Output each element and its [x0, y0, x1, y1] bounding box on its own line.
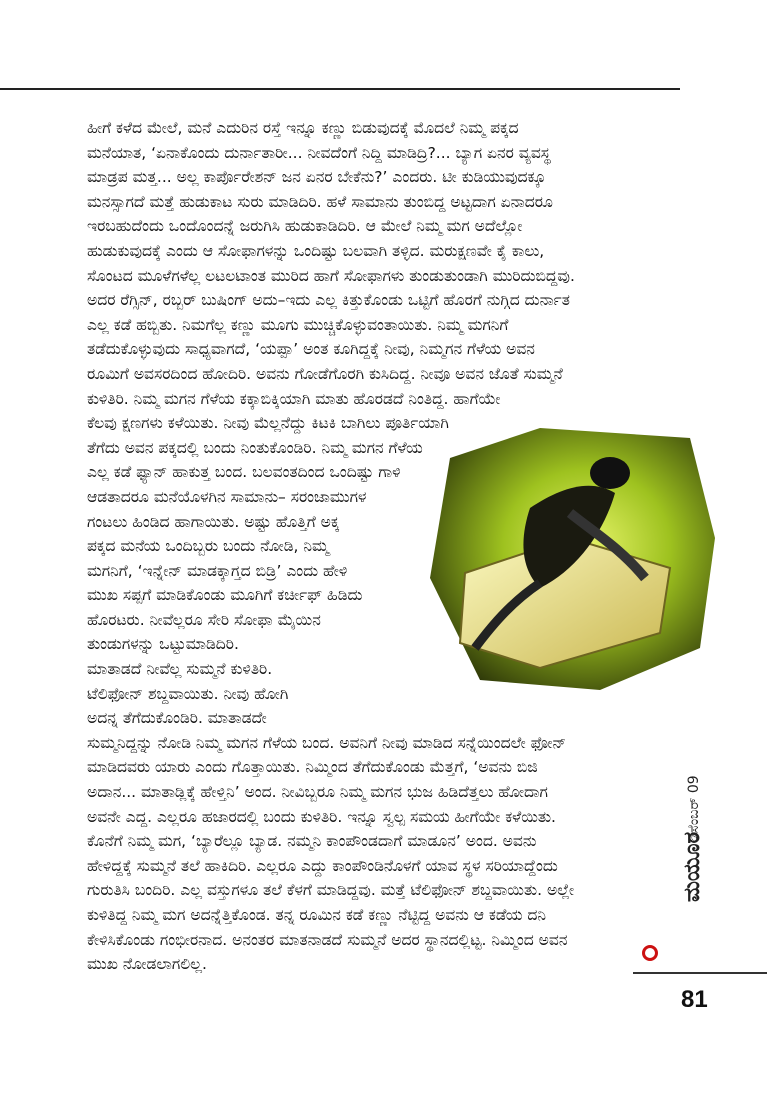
- text-line: ಎಲ್ಲ ಕಡೆ ಹಬ್ಬಿತು. ನಿಮಗೆಲ್ಲ ಕಣ್ಣು ಮೂಗು ಮುಚ್ಚಿಕೊಳ್ಳುವಂತಾಯಿತು. ನಿಮ್ಮ ಮಗನಿಗೆ: [87, 315, 509, 334]
- bullet-circle-icon: [642, 945, 658, 961]
- text-line: ತೆಗೆದು ಅವನ ಪಕ್ಕದಲ್ಲಿ ಬಂದು ನಿಂತುಕೊಂಡಿರಿ. ನಿಮ್ಮ ಮಗನ ಗೆಳೆಯ: [87, 438, 423, 457]
- text-line: ಅದಾನ... ಮಾತಾಡ್ಲಿಕ್ಕೆ ಹೇಳ್ತಿನಿ’ ಅಂದ. ನೀವಿಬ್ಬರೂ ನಿಮ್ಮ ಮಗನ ಭುಜ ಹಿಡಿದೆತ್ತಲು ಹೋದಾಗ: [87, 783, 548, 802]
- text-line: ಮುಖ ನೋಡಲಾಗಲಿಲ್ಲ.: [87, 955, 207, 974]
- text-line: ಕೇಳಿಸಿಕೊಂಡು ಗಂಭೀರನಾದ. ಅನಂತರ ಮಾತನಾಡದೆ ಸುಮ್ಮನೆ ಅದರ ಸ್ಥಾನದಲ್ಲಿಟ್ಟ. ನಿಮ್ಮಿಂದ ಅವನ: [87, 930, 568, 949]
- text-line: ಕೊನೆಗೆ ನಿಮ್ಮ ಮಗ, ‘ಬ್ಯಾರೆಲ್ಲೂ ಬ್ಯಾಡ. ನಮ್ಮನಿ ಕಾಂಪೌಂಡದಾಗೆ ಮಾಡೂನ’ ಅಂದ. ಅವನು: [87, 832, 537, 851]
- text-line: ಕುಳಿತಿದ್ದ ನಿಮ್ಮ ಮಗ ಅದನ್ನೆತ್ತಿಕೊಂಡ. ತನ್ನ ರೂಮಿನ ಕಡೆ ಕಣ್ಣು ನೆಟ್ಟಿದ್ದ ಅವನು ಆ ಕಡೆಯ ದನಿ: [87, 906, 546, 924]
- text-line: ಹೊರಟರು. ನೀವೆಲ್ಲರೂ ಸೇರಿ ಸೋಫಾ ಮೈಯಿನ: [87, 610, 321, 629]
- text-line: ಹೇಳಿದ್ದಕ್ಕೆ ಸುಮ್ಮನೆ ತಲೆ ಹಾಕಿದಿರಿ. ಎಲ್ಲರೂ ಎದ್ದು ಕಾಂಪೌಂಡಿನೊಳಗೆ ಯಾವ ಸ್ಥಳ ಸರಿಯಾದ್ದೆಂದು: [87, 856, 558, 875]
- text-line: ಸುಮ್ಮನಿದ್ದನ್ನು ನೋಡಿ ನಿಮ್ಮ ಮಗನ ಗೆಳೆಯ ಬಂದ. ಅವನಿಗೆ ನೀವು ಮಾಡಿದ ಸನ್ನೆಯಿಂದಲೇ ಫೋನ್: [87, 733, 567, 752]
- footer-rule: [633, 972, 767, 974]
- text-line: ಅವನೇ ಎದ್ದ. ಎಲ್ಲರೂ ಹಜಾರದಲ್ಲಿ ಬಂದು ಕುಳಿತಿರಿ. ಇನ್ನೂ ಸ್ವಲ್ಪ ಸಮಯ ಹೀಗೆಯೇ ಕಳೆಯಿತು.: [87, 807, 556, 826]
- text-line: ಮಾತಾಡದೆ ನೀವೆಲ್ಲ ಸುಮ್ಮನೆ ಕುಳಿತಿರಿ.: [87, 660, 273, 679]
- text-line: ತುಂಡುಗಳನ್ನು ಒಟ್ಟುಮಾಡಿದಿರಿ.: [87, 635, 239, 654]
- magazine-title: ಮಯೂರ: [680, 831, 705, 902]
- text-line: ಕೆಲವು ಕ್ಷಣಗಳು ಕಳೆಯಿತು. ನೀವು ಮೆಲ್ಲನೆದ್ದು ಕಿಟಕಿ ಬಾಗಿಲು ಪೂರ್ತಿಯಾಗಿ: [87, 414, 449, 433]
- text-line: ಮನೆಯಾತ, ‘ಏನಾಕೊಂದು ದುರ್ನಾತಾರೀ... ನೀವದೆಂಗೆ ನಿದ್ದಿ ಮಾಡಿದ್ರಿ?... ಬ್ಯಾಗ ಏನರ ವ್ಯವಸ್ಥ: [87, 143, 551, 162]
- text-line: ಟೆಲಿಫೋನ್ ಶಬ್ದವಾಯಿತು. ನೀವು ಹೋಗಿ: [87, 684, 289, 703]
- page-number: 81: [681, 986, 708, 1013]
- top-rule: [0, 88, 680, 90]
- text-line: ಅದರ ರೆಗ್ಸಿನ್, ರಬ್ಬರ್ ಬುಷಿಂಗ್ ಅದು–ಇದು ಎಲ್ಲ ಕಿತ್ತುಕೊಂಡು ಒಟ್ಟಿಗೆ ಹೊರಗೆ ನುಗ್ಗಿದ ದುರ್ನಾತ: [87, 291, 570, 310]
- text-line: ಕುಳಿತಿರಿ. ನಿಮ್ಮ ಮಗನ ಗೆಳೆಯ ಕಕ್ಕಾಬಿಕ್ಕಿಯಾಗಿ ಮಾತು ಹೊರಡದೆ ನಿಂತಿದ್ದ. ಹಾಗೆಯೇ: [87, 389, 501, 408]
- text-line: ಹೀಗೆ ಕಳೆದ ಮೇಲೆ, ಮನೆ ಎದುರಿನ ರಸ್ತೆ ಇನ್ನೂ ಕಣ್ಣು ಬಿಡುವುದಕ್ಕೆ ಮೊದಲೆ ನಿಮ್ಮ ಪಕ್ಕದ: [87, 119, 519, 137]
- text-line: ಮನಸ್ಸಾಗದೆ ಮತ್ತೆ ಹುಡುಕಾಟ ಸುರು ಮಾಡಿದಿರಿ. ಹಳೆ ಸಾಮಾನು ತುಂಬಿದ್ದ ಅಟ್ಟದಾಗ ಏನಾದರೂ: [87, 192, 553, 211]
- text-line: ಮಾಡ್ರಪ ಮತ್ತ... ಅಲ್ಲ ಕಾರ್ಪೊರೇಶನ್ ಜನ ಏನರ ಬೇಕೆನು?’ ಎಂದರು. ಟೀ ಕುಡಿಯುವುದಕ್ಕೂ: [87, 168, 546, 187]
- text-line: ಇರಬಹುದೆಂದು ಒಂದೊಂದನ್ನೆ ಜರುಗಿಸಿ ಹುಡುಕಾಡಿದಿರಿ. ಆ ಮೇಲೆ ನಿಮ್ಮ ಮಗ ಅದೆಲ್ಲೋ: [87, 217, 523, 236]
- text-line: ರೂಮಿಗೆ ಅವಸರದಿಂದ ಹೋದಿರಿ. ಅವನು ಗೋಡೆಗೊರಗಿ ಕುಸಿದಿದ್ದ. ನೀವೂ ಅವನ ಜೊತೆ ಸುಮ್ಮನೆ: [87, 364, 563, 383]
- text-line: ಪಕ್ಕದ ಮನೆಯ ಒಂದಿಬ್ಬರು ಬಂದು ನೋಡಿ, ನಿಮ್ಮ: [87, 537, 329, 556]
- text-line: ಮುಖ ಸಪ್ಪಗೆ ಮಾಡಿಕೊಂಡು ಮೂಗಿಗೆ ಕರ್ಚೀಫ್ ಹಿಡಿದು: [87, 586, 363, 605]
- text-line: ಆಡತಾದರೂ ಮನೆಯೊಳಗಿನ ಸಾಮಾನು– ಸರಂಜಾಮುಗಳ: [87, 487, 367, 506]
- text-line: ಅದನ್ನ ತೆಗೆದುಕೊಂಡಿರಿ. ಮಾತಾಡದೇ: [87, 709, 267, 728]
- text-line: ಹುಡುಕುವುದಕ್ಕೆ ಎಂದು ಆ ಸೋಫಾಗಳನ್ನು ಒಂದಿಷ್ಟು ಬಲವಾಗಿ ತಳ್ಳಿದ. ಮರುಕ್ಷಣವೇ ಕೈ ಕಾಲು,: [87, 241, 545, 260]
- text-line: ಗಂಟಲು ಹಿಂಡಿದ ಹಾಗಾಯಿತು. ಅಷ್ಟು ಹೊತ್ತಿಗೆ ಅಕ್ಕ: [87, 512, 340, 531]
- text-line: ಮಗನಿಗೆ, ‘ಇನ್ನೇನ್ ಮಾಡಕ್ಕಾಗ್ತದ ಬಿಡ್ರಿ’ ಎಂದು ಹೇಳಿ: [87, 561, 348, 580]
- sofa-illustration: [420, 418, 720, 694]
- issue-date: ಡಿಸೆಂಬರ್ 09: [686, 775, 702, 842]
- text-line: ಎಲ್ಲ ಕಡೆ ಫ್ಯಾನ್ ಹಾಕುತ್ತ ಬಂದ. ಬಲವಂತದಿಂದ ಒಂದಿಷ್ಟು ಗಾಳಿ: [87, 463, 401, 482]
- text-line: ಸೊಂಟದ ಮೂಳೆಗಳೆಲ್ಲ ಲಟಲಟಾಂತ ಮುರಿದ ಹಾಗೆ ಸೋಫಾಗಳು ತುಂಡುತುಂಡಾಗಿ ಮುರಿದುಬಿದ್ದವು.: [87, 266, 575, 285]
- text-line: ಮಾಡಿದವರು ಯಾರು ಎಂದು ಗೊತ್ತಾಯಿತು. ನಿಮ್ಮಿಂದ ತೆಗೆದುಕೊಂಡು ಮೆತ್ತಗೆ, ‘ಅವನು ಬಿಜಿ: [87, 758, 538, 777]
- text-line: ಗುರುತಿಸಿ ಬಂದಿರಿ. ಎಲ್ಲ ವಸ್ತುಗಳೂ ತಲೆ ಕೆಳಗೆ ಮಾಡಿದ್ದವು. ಮತ್ತೆ ಟೆಲಿಫೋನ್ ಶಬ್ದವಾಯಿತು. ಅಲ್ಲೇ: [87, 881, 575, 900]
- text-line: ತಡೆದುಕೊಳ್ಳುವುದು ಸಾಧ್ಯವಾಗದೆ, ‘ಯಪ್ಪಾ’ ಅಂತ ಕೂಗಿದ್ದಕ್ಕೆ ನೀವು, ನಿಮ್ಮಗನ ಗೆಳೆಯ ಅವನ: [87, 340, 535, 359]
